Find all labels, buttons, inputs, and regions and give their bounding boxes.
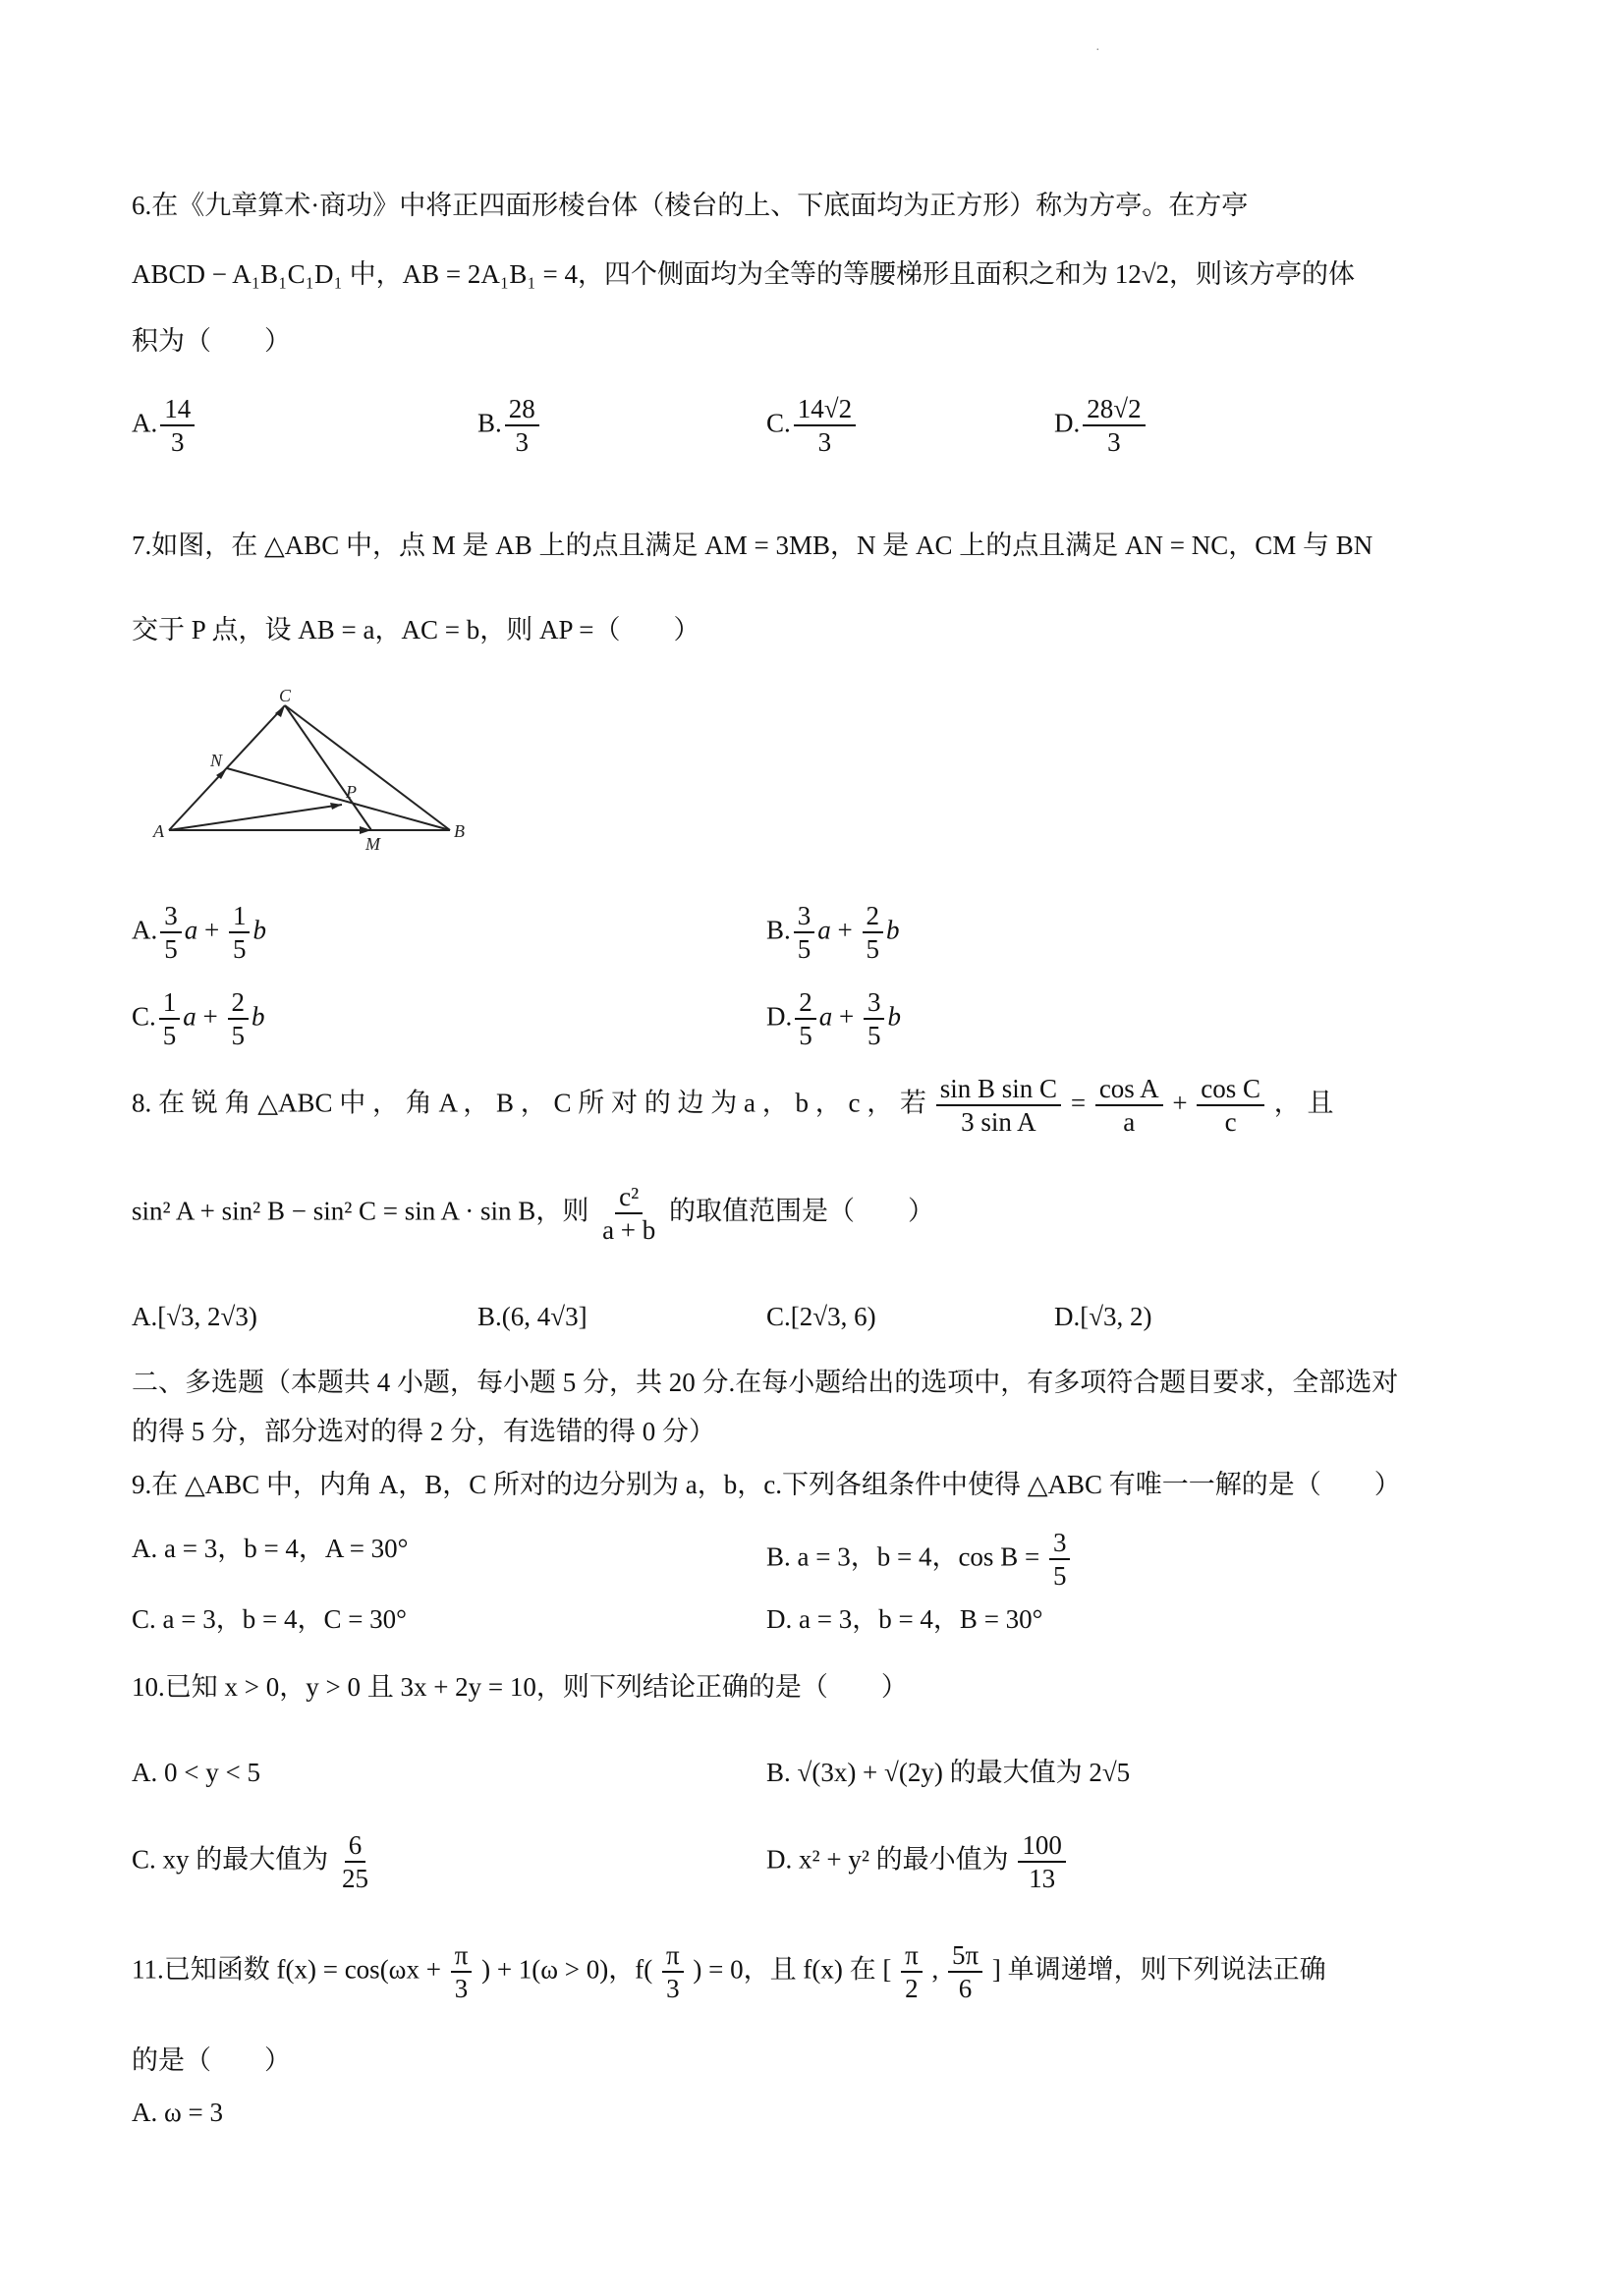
option-text: B. a = 3，b = 4，cos B = xyxy=(766,1541,1040,1572)
option-label: D. xyxy=(766,1001,793,1032)
q6-line1: 6.在《九章算术·商功》中将正四面形棱台体（棱台的上、下底面均为正方形）称为方亭。在方亭 xyxy=(132,191,1249,220)
q7-option-a[interactable] xyxy=(132,902,266,964)
operator: + xyxy=(202,1001,218,1032)
q8-stem: 8. 在 锐 角 △ABC 中 ， 角 A ， B ， C 所 对 的 边 为 a ， b ， c ， 若 xyxy=(132,1088,927,1118)
q8-option-b[interactable] xyxy=(477,1297,588,1336)
vector-a: a xyxy=(183,1001,196,1032)
fraction: $\frac{100}{13}$ xyxy=(1018,1831,1066,1893)
fraction: $\frac{28√2}{3}$ xyxy=(1083,395,1145,457)
option-text: [2√3, 6) xyxy=(790,1302,876,1331)
q8-line2 xyxy=(132,1183,934,1245)
fraction: $\frac{2}{5}$ xyxy=(228,988,250,1050)
option-label: A. xyxy=(132,915,158,945)
q10-option-b[interactable]: B. √(3x) + √(2y) 的最大值为 2√5 xyxy=(766,1758,1131,1787)
q11-stem: ) + 1(ω > 0)，f( xyxy=(481,1954,653,1985)
section2-line2: 的得 5 分，部分选对的得 2 分，有选错的得 0 分） xyxy=(132,1417,715,1446)
fraction: $\frac{14√2}{3}$ xyxy=(794,395,856,457)
option-text: (6, 4√3] xyxy=(501,1302,588,1331)
vector-b: b xyxy=(887,1001,901,1032)
option-label: A. xyxy=(132,1302,158,1331)
fraction: $\frac{5\pi}{6}$ xyxy=(948,1941,982,2003)
vector-b: b xyxy=(252,915,266,945)
q10-line1: 10.已知 x > 0，y > 0 且 3x + 2y = 10，则下列结论正确的是（ ） xyxy=(132,1672,908,1702)
fraction: $\frac{\pi}{3}$ xyxy=(451,1941,473,2003)
vector-b: b xyxy=(886,915,900,945)
q8-option-a[interactable] xyxy=(132,1297,257,1336)
fraction: $\frac{\text{sin B sin C}}{\text{3 sin A}}$ xyxy=(936,1075,1061,1137)
fraction: $\frac{\text{c²}}{a + b}$ xyxy=(602,1182,656,1246)
label-a: A xyxy=(153,821,164,841)
option-label: B. xyxy=(766,915,791,945)
q10-option-c[interactable] xyxy=(132,1831,375,1893)
q7-option-c[interactable] xyxy=(132,988,265,1050)
option-label: C. xyxy=(766,408,791,438)
q8-option-c[interactable] xyxy=(766,1297,876,1336)
q10-option-d[interactable] xyxy=(766,1831,1069,1893)
option-label: A. xyxy=(132,408,158,438)
label-p: P xyxy=(346,782,357,802)
fraction: $\frac{3}{5}$ xyxy=(160,902,182,964)
q9-option-d[interactable]: D. a = 3，b = 4，B = 30° xyxy=(766,1604,1043,1634)
q11-stem: 11.已知函数 f(x) = cos(ωx + xyxy=(132,1954,441,1985)
option-text: [√3, 2) xyxy=(1080,1302,1152,1331)
label-n: N xyxy=(210,751,223,770)
option-label: C. xyxy=(132,1001,156,1032)
q8-tail: ， 且 xyxy=(1273,1088,1334,1118)
option-text: C. xy 的最大值为 xyxy=(132,1844,329,1875)
fraction: $\frac{6}{25}$ xyxy=(342,1830,369,1894)
option-label: B. xyxy=(477,1302,502,1331)
q8-condition: sin² A + sin² B − sin² C = sin A · sin B，则 xyxy=(132,1196,589,1226)
fraction: $\frac{3}{5}$ xyxy=(864,988,885,1050)
fraction: $\frac{3}{5}$ xyxy=(1049,1529,1071,1591)
q7-option-d[interactable] xyxy=(766,988,901,1050)
q9-option-b[interactable] xyxy=(766,1529,1073,1591)
fraction: $\frac{2}{5}$ xyxy=(795,988,816,1050)
q9-option-a[interactable]: A. a = 3，b = 4，A = 30° xyxy=(132,1534,409,1563)
q11-line2: 的是（ ） xyxy=(132,2045,291,2075)
vector-a: a xyxy=(818,1001,833,1032)
fraction: $\frac{1}{5}$ xyxy=(159,988,181,1050)
label-m: M xyxy=(365,834,380,854)
q7-line2: 交于 P 点，设 AB = a，AC = b，则 AP =（ ） xyxy=(132,615,700,644)
separator: , xyxy=(931,1954,939,1985)
label-b: B xyxy=(454,821,465,841)
corner-mark: · xyxy=(1095,43,1100,58)
fraction: $\frac{\pi}{3}$ xyxy=(662,1941,684,2003)
option-label: B. xyxy=(477,408,502,438)
vector-a: a xyxy=(817,915,831,945)
q9-option-c[interactable]: C. a = 3，b = 4，C = 30° xyxy=(132,1604,407,1634)
vector-a: a xyxy=(184,915,198,945)
q6-line2: ABCD − A₁B₁C₁D₁ 中，AB = 2A₁B₁ = 4，四个侧面均为全等的等腰梯形且面积之和为 12√2，则该方亭的体 xyxy=(132,259,1356,289)
q11-option-a[interactable]: A. ω = 3 xyxy=(132,2098,223,2127)
operator: + xyxy=(1172,1088,1188,1118)
fraction: $\frac{\text{cos A}}{a}$ xyxy=(1095,1075,1163,1137)
option-label: D. xyxy=(1054,408,1081,438)
q8-line1 xyxy=(132,1075,1334,1137)
option-label: D. xyxy=(1054,1302,1081,1331)
operator: + xyxy=(204,915,220,945)
q7-option-b[interactable] xyxy=(766,902,900,964)
q6-line3: 积为（ ） xyxy=(132,326,291,356)
fraction: $\frac{14}{3}$ xyxy=(160,395,195,457)
fraction: $\frac{1}{5}$ xyxy=(229,902,251,964)
q11-line1 xyxy=(132,1941,1326,2003)
operator: + xyxy=(839,1001,855,1032)
vector-b: b xyxy=(252,1001,265,1032)
q6-option-b[interactable] xyxy=(477,395,542,457)
option-text: [√3, 2√3) xyxy=(157,1302,257,1331)
q7-line1: 7.如图，在 △ABC 中，点 M 是 AB 上的点且满足 AM = 3MB，N 是 AC 上的点且满足 AN = NC，CM 与 BN xyxy=(132,531,1373,560)
q11-stem: ] 单调递增，则下列说法正确 xyxy=(991,1954,1326,1985)
section2-line1: 二、多选题（本题共 4 小题，每小题 5 分，共 20 分.在每小题给出的选项中，有多项符合题目要求，全部选对 xyxy=(132,1368,1399,1397)
q8-question: 的取值范围是（ ） xyxy=(669,1196,935,1226)
fraction: $\frac{28}{3}$ xyxy=(505,395,539,457)
q6-option-c[interactable] xyxy=(766,395,859,457)
operator: + xyxy=(837,915,853,945)
option-text: D. x² + y² 的最小值为 xyxy=(766,1844,1009,1875)
q10-option-a[interactable]: A. 0 < y < 5 xyxy=(132,1758,260,1787)
q6-option-a[interactable] xyxy=(132,395,197,457)
q11-stem: ) = 0，且 f(x) 在 [ xyxy=(693,1954,892,1985)
q9-line1: 9.在 △ABC 中，内角 A，B，C 所对的边分别为 a，b，c.下列各组条件中使得 △ABC 有唯一一解的是（ ） xyxy=(132,1470,1401,1499)
operator: = xyxy=(1070,1088,1087,1118)
q6-option-d[interactable] xyxy=(1054,395,1148,457)
option-label: C. xyxy=(766,1302,791,1331)
fraction: $\frac{2}{5}$ xyxy=(863,902,884,964)
label-c: C xyxy=(279,688,292,705)
fraction: $\frac{3}{5}$ xyxy=(794,902,815,964)
triangle-figure xyxy=(147,688,481,865)
fraction: $\frac{\text{cos C}}{c}$ xyxy=(1197,1075,1264,1137)
fraction: $\frac{\pi}{2}$ xyxy=(901,1941,923,2003)
q8-option-d[interactable] xyxy=(1054,1297,1152,1336)
